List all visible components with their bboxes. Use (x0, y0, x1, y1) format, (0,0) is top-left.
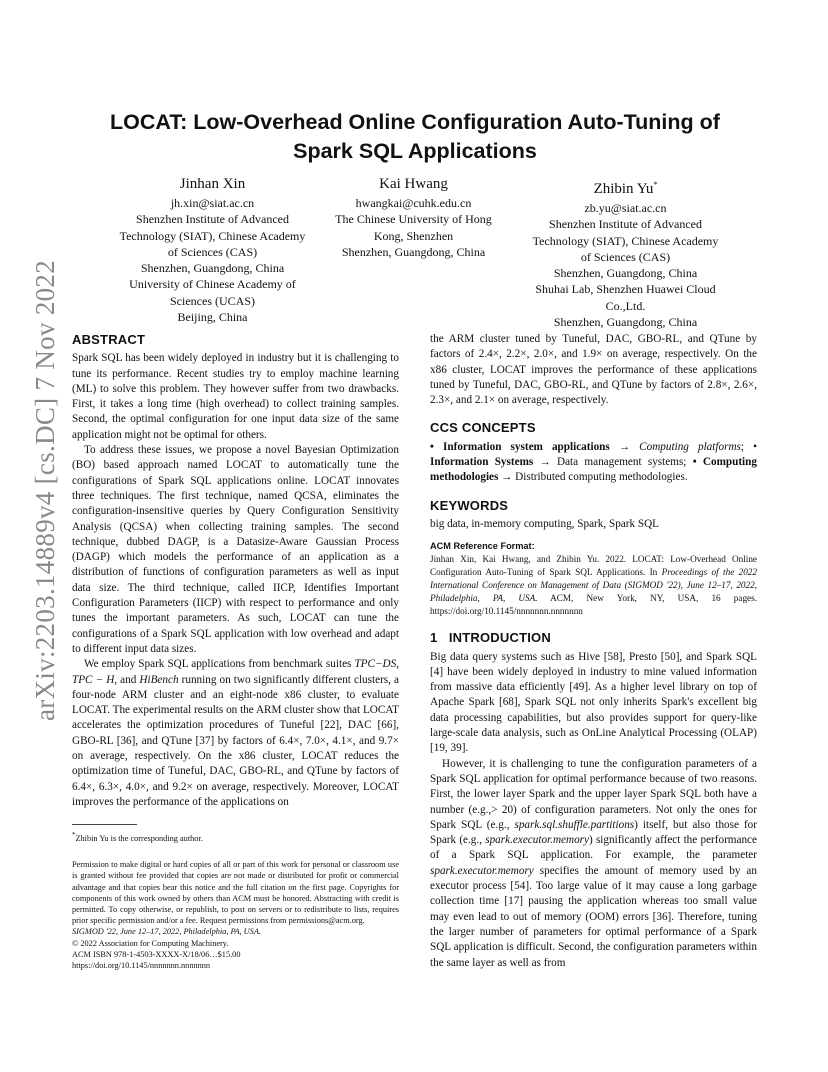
author-affiliation: Kong, Shenzhen (373, 228, 454, 243)
arxiv-stamp-text: arXiv:2203.14889v4 [cs.DC] 7 Nov 2022 (30, 259, 61, 721)
author-affiliation: Technology (SIAT), Chinese Academy (119, 228, 306, 243)
left-column (72, 332, 399, 971)
footnote-text: Zhibin Yu is the corresponding author. (75, 833, 203, 843)
acm-ref-heading: ACM Reference Format: (430, 541, 535, 552)
title-line-2: Spark SQL Applications (293, 139, 537, 163)
arxiv-stamp (16, 259, 76, 721)
benchmark-name: HiBench (139, 673, 179, 686)
doi-line: https://doi.org/10.1145/nnnnnnn.nnnnnnn (72, 961, 211, 970)
author-block-1 (95, 175, 330, 325)
author-location: Shenzhen, Guangdong, China (553, 266, 698, 281)
text-run: ACM, New York, NY, USA, 16 pages. https://doi.org/10.1145/nnnnnnn.nnnnnnn (430, 593, 757, 617)
corresponding-mark: * (653, 180, 658, 189)
text-run: Proceedings of the 2022 International Conference on Management of Data (SIGMOD '22), June 12–17, 2022, Philadelphia, PA, USA. (430, 567, 757, 604)
abstract-paragraph-1: Spark SQL has been widely deployed in industry but it is challenging to tune its performance. Recent studies try to employ machine learning (ML) to solve this problem. They however suffer from two drawbacks. First, it takes a long time (high overhead) to collect training samples. Second, the optimal configuration for one input data size of the same application might not be optimal for others. (72, 352, 399, 441)
acm-ref-text (430, 553, 757, 618)
abstract-paragraph-2: To address these issues, we propose a novel Bayesian Optimization (BO) based approach named LOCAT to automatically tune the configurations of Spark SQL applications online. LOCAT innovates three techniques. The first technique, named QCSA, eliminates the configuration-insensitive queries by Query Configuration Sensitivity Analysis (QCSA) when collecting training samples. The second technique, dubbed DAGP, is a Datasize-Aware Gaussian Process (DAGP) which models the performance of an application as a distribution of functions of configuration parameters as well as input data size. The third technique, called IICP, Identifies Important Configuration Parameters (IICP) with respect to performance and only tunes the important parameters. As such, LOCAT can tune the configurations of a Spark SQL application with low overhead and adapt to different input data sizes. (72, 444, 399, 655)
author-affiliation: of Sciences (CAS) (167, 244, 258, 259)
abstract-continued: the ARM cluster tuned by Tuneful, DAC, GBO-RL, and QTune by factors of 2.4×, 2.2×, 2.0×, and 1.9× on average, respectively. On the x86 cluster, LOCAT improves the performance of these applications tuned by Tuneful, DAC, GBO-RL, and QTune by factors of 2.8×, 2.6×, 2.3×, and 2.1× on average, respectively. (430, 333, 757, 407)
author-affiliation: Technology (SIAT), Chinese Academy (532, 233, 719, 248)
keywords-heading: KEYWORDS (430, 497, 509, 513)
author-block-2 (296, 175, 531, 260)
config-param: spark.executor.memory (430, 864, 534, 877)
author-name: Jinhan Xin (179, 176, 246, 192)
text-run: running on two significantly different clusters, a four-node ARM cluster and an eight-node x86 cluster, to evaluate LOCAT. The experimental results on the ARM cluster show that LOCAT accelerates the optimization procedures of Tuneful [22], DAC [66], GBO-RL [36], and QTune [37] by factors of 6.4×, 7.0×, 4.1×, and 9.7× on average, respectively. On the x86 cluster, LOCAT reduces the optimization time of Tuneful, DAC, GBO-RL, and QTune by factors of 6.4×, 6.3×, 4.0×, and 9.2× on average, respectively. Moreover, LOCAT improves the performance of the applications on (72, 673, 399, 808)
author-affiliation: Co.,Ltd. (605, 298, 646, 313)
ccs-concepts (430, 440, 757, 486)
ccs-term: • Information system applications (430, 440, 610, 453)
text-run: ) itself, but also those for Spark (e.g., (430, 818, 757, 847)
author-block-3 (508, 175, 743, 330)
text-run: However, it is challenging to tune the configuration parameters of a Spark SQL application for optimal performance because of two reasons. First, the lower layer Spark and the upper layer Spark SQL both have a number (e.g.,> 20) of configuration parameters. Not only the ones for Spark SQL (e.g., (430, 757, 757, 831)
right-column (430, 332, 757, 971)
ccs-heading: CCS CONCEPTS (430, 420, 536, 436)
footnote (72, 830, 399, 844)
text-run: , and (114, 673, 140, 686)
author-affiliation: University of Chinese Academy of (129, 277, 296, 292)
benchmark-name: TPC − H (72, 673, 115, 686)
author-name: Kai Hwang (379, 176, 448, 192)
ccs-arrow: → (533, 456, 558, 469)
author-location: Shenzhen, Guangdong, China (553, 315, 698, 330)
author-email: zb.yu@siat.ac.cn (584, 201, 667, 215)
permission-text: Permission to make digital or hard copies of all or part of this work for personal or classroom use is granted without fee provided that copies are not made or distributed for profit or commercial advantage and that copies bear this notice and the full citation on the first page. Copyrights for components of this work owned by others than ACM must be honored. Abstracting with credit is permitted. To copy otherwise, or republish, to post on servers or to redistribute to lists, requires prior specific permission and/or a fee. Request permissions from permissions@acm.org. (72, 860, 399, 926)
ccs-arrow: → (498, 471, 516, 484)
paper-title (80, 108, 750, 166)
author-name-text: Zhibin Yu (593, 181, 654, 197)
ccs-term: Data management systems; (557, 456, 693, 469)
intro-heading: 1 INTRODUCTION (430, 630, 551, 646)
author-location: Shenzhen, Guangdong, China (341, 244, 486, 259)
title-line-1: LOCAT: Low-Overhead Online Configuration Auto-Tuning of (110, 110, 720, 134)
config-param: spark.sql.shuffle.partitions (514, 818, 635, 831)
ccs-term: Distributed computing methodologies. (515, 471, 688, 484)
author-affiliation: Sciences (UCAS) (170, 293, 255, 308)
text-run: ) significantly affect the performance of a Spark SQL application. For example, the parameter (430, 834, 757, 862)
footnote-mark: * (72, 832, 76, 840)
permission-block (72, 859, 399, 971)
author-email: jh.xin@siat.ac.cn (170, 196, 255, 210)
author-affiliation: The Chinese University of Hong (335, 212, 492, 227)
author-location: Shenzhen, Guangdong, China (140, 261, 285, 276)
benchmark-name: TPC−DS (354, 658, 397, 671)
ccs-term: Computing platforms (639, 440, 741, 453)
text-run: specifies the amount of memory used by an executor process [54]. Too large value of it may cause a long garbage collection time [17] pausing the application whereas too small value may even lead to out of memory (OOM) errors [36]. Therefore, tuning the larger number of parameters for optimal performance of a Spark SQL application is difficult. Second, the configuration parameters within the same layer as well as from (430, 864, 757, 969)
intro-paragraph-2 (430, 757, 757, 971)
author-affiliation: Shuhai Lab, Shenzhen Huawei Cloud (535, 282, 716, 297)
author-name (508, 175, 743, 199)
text-run: ; • (740, 440, 757, 453)
ccs-term: Information Systems (430, 456, 534, 469)
copyright-line: © 2022 Association for Computing Machinery. (72, 938, 229, 948)
author-affiliation: of Sciences (CAS) (580, 249, 671, 264)
config-param: spark.executor.memory (485, 834, 589, 847)
conference-line: SIGMOD '22, June 12–17, 2022, Philadelphia, PA, USA. (72, 927, 261, 937)
isbn-line: ACM ISBN 978-1-4503-XXXX-X/18/06…$15.00 (72, 949, 241, 959)
text-run: Jinhan Xin, Kai Hwang, and Zhibin Yu. 2022. LOCAT: Low-Overhead Online Configuration Auto-Tuning of Spark SQL Applications. In (430, 554, 757, 578)
intro-paragraph-1: Big data query systems such as Hive [58], Presto [50], and Spark SQL [4] have been widely deployed in industry to mine valued information from massive data efficiently [49]. As a higher level library on top of Apache Spark [68], Spark SQL not only inherits Spark's excellent big data processing capabilities, but also provides support for query-like large-scale data analysis, such as OnLine Analytical Processing (OLAP) [19, 39]. (430, 650, 757, 755)
text-run: We employ Spark SQL applications from benchmark suites (84, 658, 355, 671)
ccs-arrow: → (609, 440, 640, 453)
text-run: , (396, 658, 399, 671)
author-affiliation: Shenzhen Institute of Advanced (549, 217, 702, 232)
abstract-paragraph-3 (72, 657, 399, 810)
footnote-rule (72, 824, 137, 825)
author-location: Beijing, China (177, 310, 248, 325)
author-email: hwangkai@cuhk.edu.cn (355, 196, 472, 210)
author-affiliation: Shenzhen Institute of Advanced (136, 212, 289, 227)
keywords-text: big data, in-memory computing, Spark, Spark SQL (430, 517, 659, 530)
ccs-term: • Computing methodologies (430, 456, 757, 484)
abstract-heading: ABSTRACT (72, 332, 146, 347)
